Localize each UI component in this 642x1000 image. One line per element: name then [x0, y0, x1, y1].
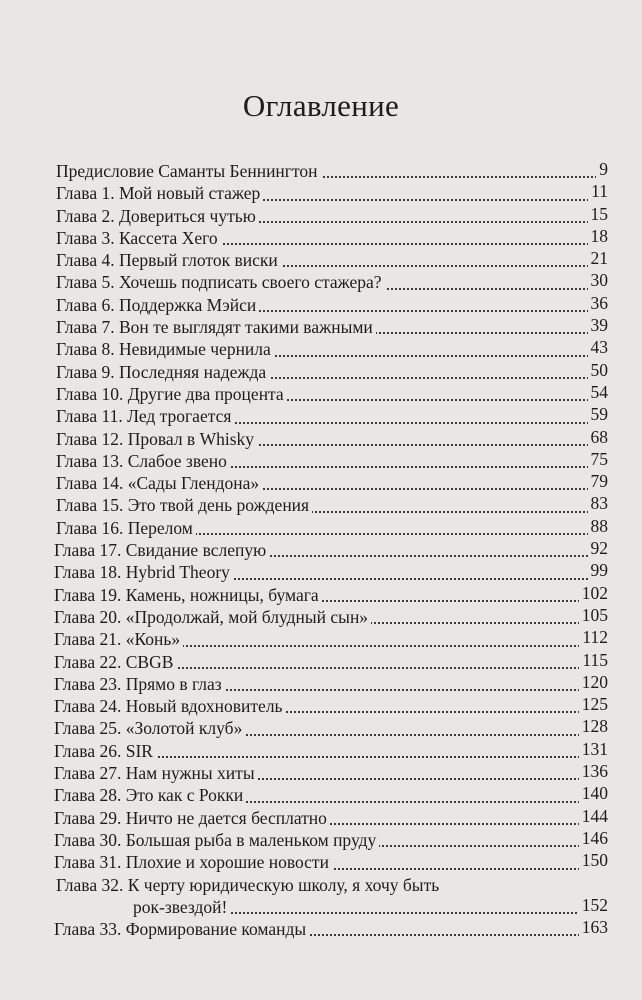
toc-entry-page: 125 [579, 693, 608, 715]
toc-entry-page: 83 [588, 492, 609, 514]
toc-entry-32-line-2 [56, 896, 608, 918]
toc-entry-page: 39 [588, 314, 609, 336]
toc-entry [56, 227, 608, 249]
toc-entry-32-title-continued: рок-звездой! [56, 897, 230, 917]
toc-entry-title: Глава 26. SIR [54, 741, 156, 761]
toc-entry-title: Глава 9. Последняя надежда [56, 362, 269, 382]
toc-entry [54, 561, 608, 583]
toc-entry-title: Глава 4. Первый глоток виски [56, 250, 281, 270]
toc-entry [56, 383, 608, 405]
toc-entry-page: 75 [588, 448, 609, 470]
toc-entry [54, 606, 608, 628]
toc-entry-title: Глава 29. Ничто не дается бесплатно [54, 808, 330, 828]
toc-entry-page: 105 [579, 604, 608, 626]
toc-entry-page: 112 [579, 626, 608, 648]
toc-entry-title: Глава 18. Hybrid Theory [54, 562, 233, 582]
toc-entry-title: Глава 31. Плохие и хорошие новости [54, 852, 332, 872]
toc-entry-page: 140 [579, 782, 608, 804]
toc-entry-title: Глава 30. Большая рыба в маленьком пруду [54, 830, 379, 850]
toc-entry-page: 68 [588, 426, 609, 448]
toc-entry-title: Глава 14. «Сады Глендона» [56, 473, 262, 493]
toc-entry-33-title: Глава 33. Формирование команды [54, 919, 309, 939]
toc-entry-title: Глава 24. Новый вдохновитель [54, 696, 286, 716]
toc-entry-page: 11 [588, 180, 608, 202]
toc-entry [54, 762, 608, 784]
toc-entry-title: Глава 8. Невидимые чернила [56, 339, 274, 359]
page-title: Оглавление [242, 88, 400, 123]
toc-entry-32-line-1 [56, 874, 608, 896]
toc-entry-title: Глава 27. Нам нужны хиты [54, 763, 258, 783]
toc-entry-page: 150 [579, 849, 608, 871]
toc-entry [54, 807, 608, 829]
toc-entry [56, 271, 608, 293]
toc-entry-title: Глава 16. Перелом [56, 518, 196, 538]
toc-entry-title: Глава 6. Поддержка Мэйси [56, 295, 259, 315]
toc-entry-title: Глава 1. Мой новый стажер [56, 183, 263, 203]
toc-entry-page: 79 [588, 470, 609, 492]
toc-entry-page: 92 [588, 537, 609, 559]
toc-entry-page: 18 [588, 225, 609, 247]
table-of-contents [56, 160, 608, 940]
toc-entry [54, 740, 608, 762]
toc-entry-title: Глава 25. «Золотой клуб» [54, 718, 245, 738]
toc-entry-32-page: 152 [579, 894, 608, 916]
toc-entry-page: 9 [596, 158, 608, 180]
toc-entry-title: Глава 13. Слабое звено [56, 451, 230, 471]
toc-entry [54, 784, 608, 806]
toc-entry-title: Предисловие Саманты Беннингтон [56, 161, 321, 181]
toc-entry-33-page: 163 [579, 916, 608, 938]
toc-entry-title: Глава 20. «Продолжай, мой блудный сын» [54, 607, 371, 627]
toc-entry [56, 450, 608, 472]
toc-entry-33 [54, 918, 608, 940]
toc-entry-page: 131 [579, 738, 608, 760]
toc-entry [56, 182, 608, 204]
toc-entry-page: 54 [588, 381, 609, 403]
toc-entry-page: 120 [579, 671, 608, 693]
toc-entry-page: 21 [588, 247, 609, 269]
toc-entry-page: 36 [588, 292, 609, 314]
toc-entry-page: 115 [579, 649, 608, 671]
toc-entry-title: Глава 10. Другие два процента [56, 384, 287, 404]
toc-entry [54, 539, 608, 561]
toc-entry-page: 102 [579, 582, 608, 604]
toc-entry-32-title: Глава 32. К черту юридическую школу, я хочу быть [56, 875, 442, 895]
toc-entry-title: Глава 22. CBGB [54, 652, 176, 672]
toc-entry-title: Глава 3. Кассета Хего [56, 228, 221, 248]
toc-entry [56, 316, 608, 338]
toc-entry [56, 428, 608, 450]
toc-entry [56, 338, 608, 360]
toc-entry-page: 136 [579, 760, 608, 782]
toc-entry-page: 88 [588, 515, 609, 537]
toc-entry-page: 30 [588, 269, 609, 291]
toc-entry [54, 584, 608, 606]
toc-entry [56, 205, 608, 227]
toc-entry [56, 405, 608, 427]
toc-entry-title: Глава 23. Прямо в глаз [54, 674, 225, 694]
toc-entry [56, 249, 608, 271]
toc-entry [54, 829, 608, 851]
toc-entry [54, 695, 608, 717]
toc-entry [54, 651, 608, 673]
toc-entry [54, 851, 608, 873]
toc-entry-page: 59 [588, 403, 609, 425]
toc-entry-title: Глава 21. «Конь» [54, 629, 183, 649]
toc-entry [54, 673, 608, 695]
toc-entry-page: 99 [588, 559, 609, 581]
toc-entry-title: Глава 12. Провал в Whisky [56, 429, 257, 449]
toc-entry-page: 144 [579, 805, 608, 827]
toc-entry [54, 717, 608, 739]
toc-entry-title: Глава 15. Это твой день рождения [56, 495, 312, 515]
toc-entry-page: 43 [588, 336, 609, 358]
toc-entry [56, 294, 608, 316]
toc-entry [56, 494, 608, 516]
toc-entry [56, 517, 608, 539]
toc-entry-page: 128 [579, 715, 608, 737]
toc-entry-page: 50 [588, 359, 609, 381]
toc-entry [54, 628, 608, 650]
toc-entry-title: Глава 11. Лед трогается [56, 406, 234, 426]
toc-entry-title: Глава 2. Довериться чутью [56, 206, 259, 226]
toc-entry-title: Глава 5. Хочешь подписать своего стажера? [56, 272, 385, 292]
toc-entry-page: 15 [588, 203, 609, 225]
toc-entry [56, 361, 608, 383]
toc-entry [56, 472, 608, 494]
toc-entry-title: Глава 7. Вон те выглядят такими важными [56, 317, 376, 337]
toc-entry-title: Глава 28. Это как с Рокки [54, 785, 246, 805]
toc-entry [56, 160, 608, 182]
toc-entry-title: Глава 19. Камень, ножницы, бумага [54, 585, 322, 605]
toc-entry-page: 146 [579, 827, 608, 849]
toc-entry-title: Глава 17. Свидание вслепую [54, 540, 269, 560]
